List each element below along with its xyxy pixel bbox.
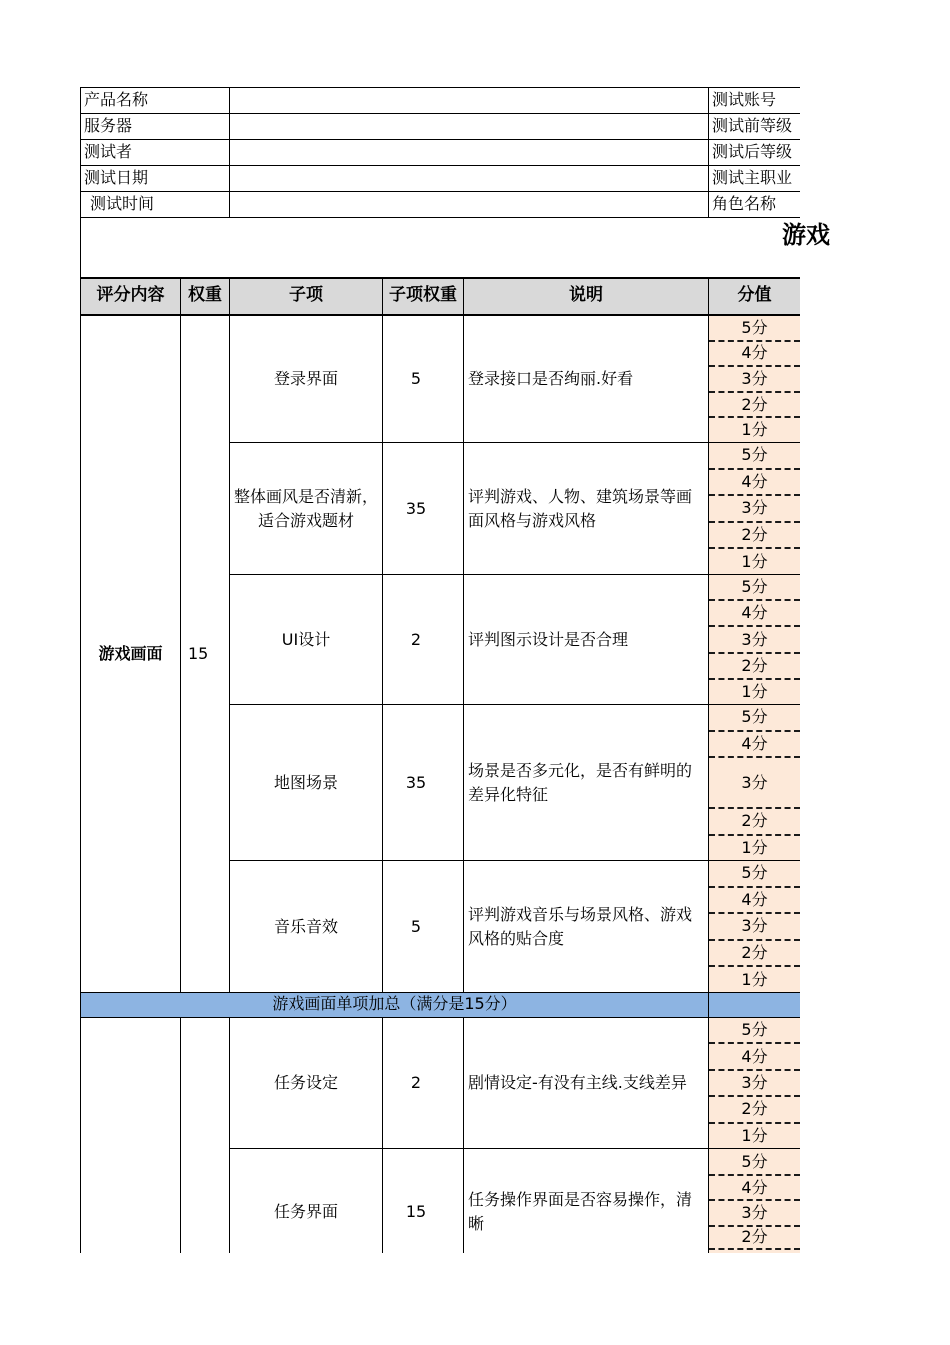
main-class-label: 测试主职业 xyxy=(708,165,800,192)
score-option: 2分 xyxy=(709,521,800,548)
score-option: 5分 xyxy=(741,1151,768,1171)
sub-item-description: 登录接口是否绚丽.好看 xyxy=(463,315,709,443)
product-name-field[interactable] xyxy=(229,87,709,114)
score-option: 4分 xyxy=(709,340,800,366)
score-option: 2分 xyxy=(709,1225,800,1250)
sub-item-weight: 2 xyxy=(382,1017,464,1149)
score-option: 5分 xyxy=(741,863,768,883)
test-account-label: 测试账号 xyxy=(708,87,800,114)
product-name-label: 产品名称 xyxy=(80,87,230,114)
column-header-weight: 权重 xyxy=(180,277,230,316)
title-row xyxy=(80,217,800,278)
score-option: 1分 xyxy=(709,678,800,704)
score-options xyxy=(708,1017,800,1149)
sub-item-name: 整体画风是否清新，适合游戏题材 xyxy=(229,442,383,575)
sub-item-description: 评判图示设计是否合理 xyxy=(463,574,709,705)
score-option: 4分 xyxy=(709,599,800,625)
score-options xyxy=(708,442,800,575)
score-option: 3分 xyxy=(709,1069,800,1095)
score-option: 1分 xyxy=(709,965,800,992)
sub-item-weight: 35 xyxy=(382,704,464,861)
sub-item-name: 任务界面 xyxy=(229,1148,383,1253)
score-option: 4分 xyxy=(709,730,800,757)
score-option: 2分 xyxy=(709,652,800,678)
category-cell: 游戏画面 xyxy=(80,315,181,993)
score-options xyxy=(708,704,800,861)
score-option: 4分 xyxy=(709,1042,800,1068)
score-option: 3分 xyxy=(709,1199,800,1224)
sub-item-description: 场景是否多元化，是否有鲜明的差异化特征 xyxy=(463,704,709,861)
score-option: 3分 xyxy=(709,494,800,521)
score-option: 1分 xyxy=(709,547,800,574)
column-header-sub-item-weight: 子项权重 xyxy=(382,277,464,316)
category-weight-cell xyxy=(180,1017,230,1253)
score-option: 5分 xyxy=(741,445,768,465)
column-header-score: 分值 xyxy=(708,277,800,316)
sub-item-name: 音乐音效 xyxy=(229,860,383,993)
character-name-label: 角色名称 xyxy=(708,191,800,218)
sub-item-description: 评判游戏音乐与场景风格、游戏风格的贴合度 xyxy=(463,860,709,993)
tester-label: 测试者 xyxy=(80,139,230,166)
server-field[interactable] xyxy=(229,113,709,140)
score-option: 3分 xyxy=(709,756,800,807)
score-option: 1分 xyxy=(709,1122,800,1148)
score-option: 3分 xyxy=(709,365,800,391)
column-header-category: 评分内容 xyxy=(80,277,181,316)
test-date-field[interactable] xyxy=(229,165,709,192)
sub-item-weight: 5 xyxy=(382,860,464,993)
section-summary: 游戏画面单项加总（满分是15分） xyxy=(80,992,709,1018)
sub-item-name: 任务设定 xyxy=(229,1017,383,1149)
sub-item-weight: 2 xyxy=(382,574,464,705)
section-summary-score[interactable] xyxy=(708,992,800,1018)
sub-item-name: 地图场景 xyxy=(229,704,383,861)
column-header-description: 说明 xyxy=(463,277,709,316)
score-option: 5分 xyxy=(741,1020,768,1040)
sub-item-weight: 35 xyxy=(382,442,464,575)
score-option: 5分 xyxy=(741,317,768,337)
sub-item-name: 登录界面 xyxy=(229,315,383,443)
column-header-sub-item: 子项 xyxy=(229,277,383,316)
score-option: 3分 xyxy=(709,912,800,939)
score-option: 1分 xyxy=(709,416,800,442)
category-weight-cell: 15 xyxy=(180,315,230,993)
score-option: 4分 xyxy=(709,886,800,913)
test-time-field[interactable] xyxy=(229,191,709,218)
sub-item-weight: 15 xyxy=(382,1148,464,1253)
level-after-test-label: 测试后等级 xyxy=(708,139,800,166)
sub-item-description: 评判游戏、人物、建筑场景等画面风格与游戏风格 xyxy=(463,442,709,575)
score-options xyxy=(708,1148,800,1253)
sub-item-name: UI设计 xyxy=(229,574,383,705)
score-option: 4分 xyxy=(709,1174,800,1199)
score-option: 2分 xyxy=(709,391,800,417)
score-option: 5分 xyxy=(741,577,768,597)
score-options xyxy=(708,315,800,443)
category-cell xyxy=(80,1017,181,1253)
test-date-label: 测试日期 xyxy=(80,165,230,192)
score-option: 4分 xyxy=(709,468,800,495)
sub-item-description: 任务操作界面是否容易操作，清晰 xyxy=(463,1148,709,1253)
score-options xyxy=(708,860,800,993)
score-option: 2分 xyxy=(709,939,800,966)
score-option: 5分 xyxy=(741,707,768,727)
level-before-test-label: 测试前等级 xyxy=(708,113,800,140)
server-label: 服务器 xyxy=(80,113,230,140)
score-option: 2分 xyxy=(709,1095,800,1121)
sub-item-description: 剧情设定-有没有主线.支线差异 xyxy=(463,1017,709,1149)
score-option: 3分 xyxy=(709,625,800,651)
test-time-label: 测试时间 xyxy=(80,191,230,218)
score-option: 2分 xyxy=(709,807,800,834)
score-option: 1分 xyxy=(709,834,800,861)
sub-item-weight: 5 xyxy=(382,315,464,443)
tester-field[interactable] xyxy=(229,139,709,166)
score-options xyxy=(708,574,800,705)
sheet-title: 游戏 xyxy=(782,221,830,249)
